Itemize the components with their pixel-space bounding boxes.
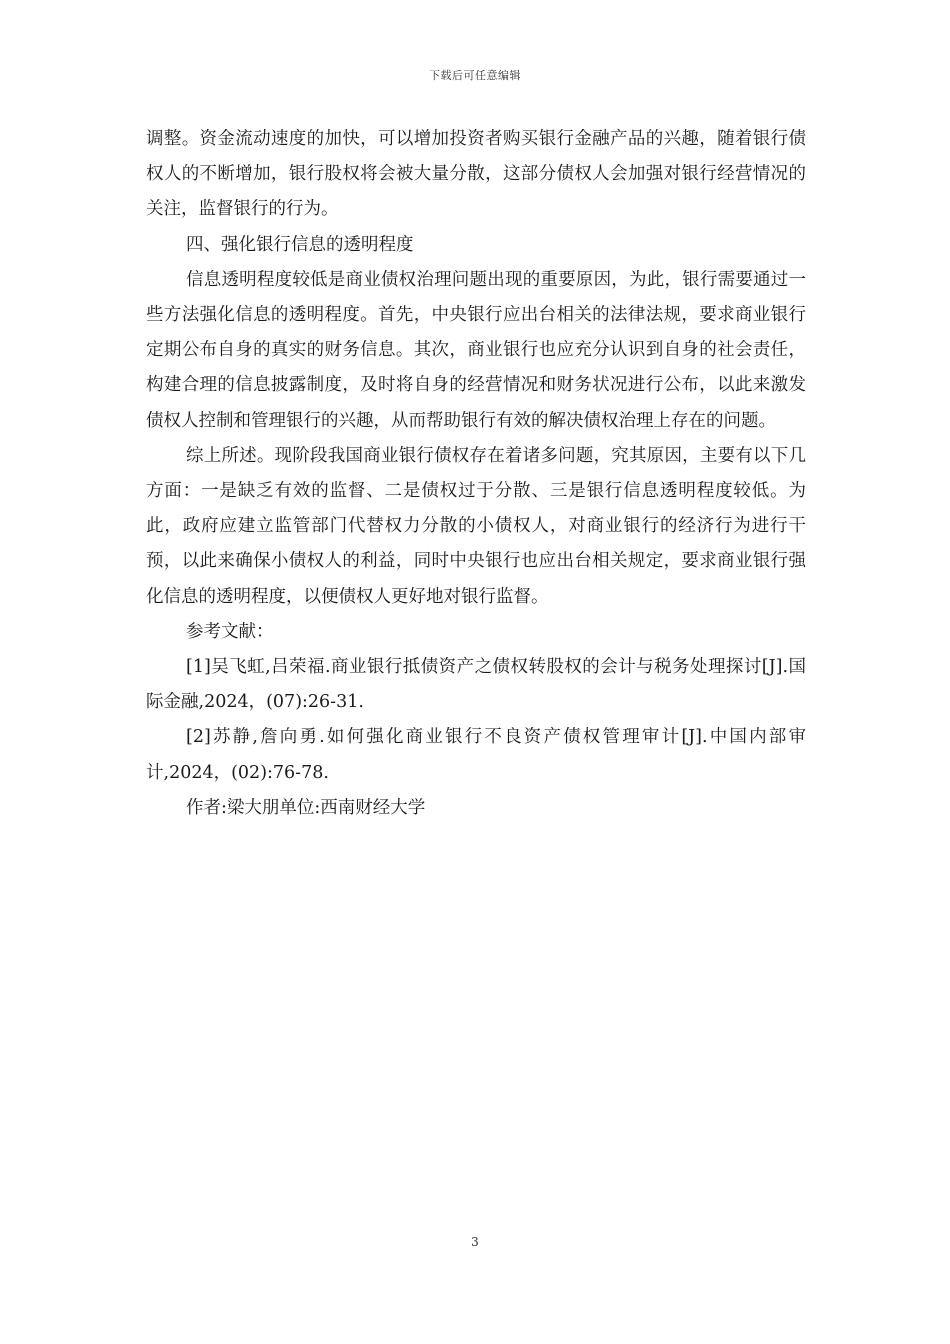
reference-item-2: [2]苏静,詹向勇.如何强化商业银行不良资产债权管理审计[J].中国内部审计,2024，(02):76-78.	[146, 727, 806, 783]
reference-item-1: [1]吴飞虹,吕荣福.商业银行抵债资产之债权转股权的会计与税务处理探讨[J].国际金融,2024，(07):26-31.	[146, 657, 806, 713]
paragraph-conclusion: 综上所述。现阶段我国商业银行债权存在着诸多问题，究其原因，主要有以下几方面：一是缺乏有效的监督、二是债权过于分散、三是银行信息透明程度较低。为此，政府应建立监管部门代替权力分散的小债权人，对商业银行的经济行为进行干预，以此来确保小债权人的利益，同时中央银行也应出台相关规定，要求商业银行强化信息的透明程度，以便债权人更好地对银行监督。	[146, 445, 806, 607]
author-line: 作者:梁大朋单位:西南财经大学	[186, 797, 426, 818]
paragraph-transparency: 信息透明程度较低是商业债权治理问题出现的重要原因，为此，银行需要通过一些方法强化信息的透明程度。首先，中央银行应出台相关的法律法规，要求商业银行定期公布自身的真实的财务信息。其次，商业银行也应充分认识到自身的社会责任，构建合理的信息披露制度，及时将自身的经营情况和财务状况进行公布，以此来激发债权人控制和管理银行的兴趣，从而帮助银行有效的解决债权治理上存在的问题。	[146, 269, 806, 431]
references-heading: 参考文献：	[186, 621, 274, 642]
document-body	[146, 122, 806, 826]
section-heading: 四、强化银行信息的透明程度	[186, 234, 414, 255]
header-note: 下载后可任意编辑	[429, 69, 521, 82]
page-number: 3	[471, 1235, 479, 1249]
paragraph-intro: 调整。资金流动速度的加快，可以增加投资者购买银行金融产品的兴趣，随着银行债权人的不断增加，银行股权将会被大量分散，这部分债权人会加强对银行经营情况的关注，监督银行的行为。	[146, 129, 806, 220]
